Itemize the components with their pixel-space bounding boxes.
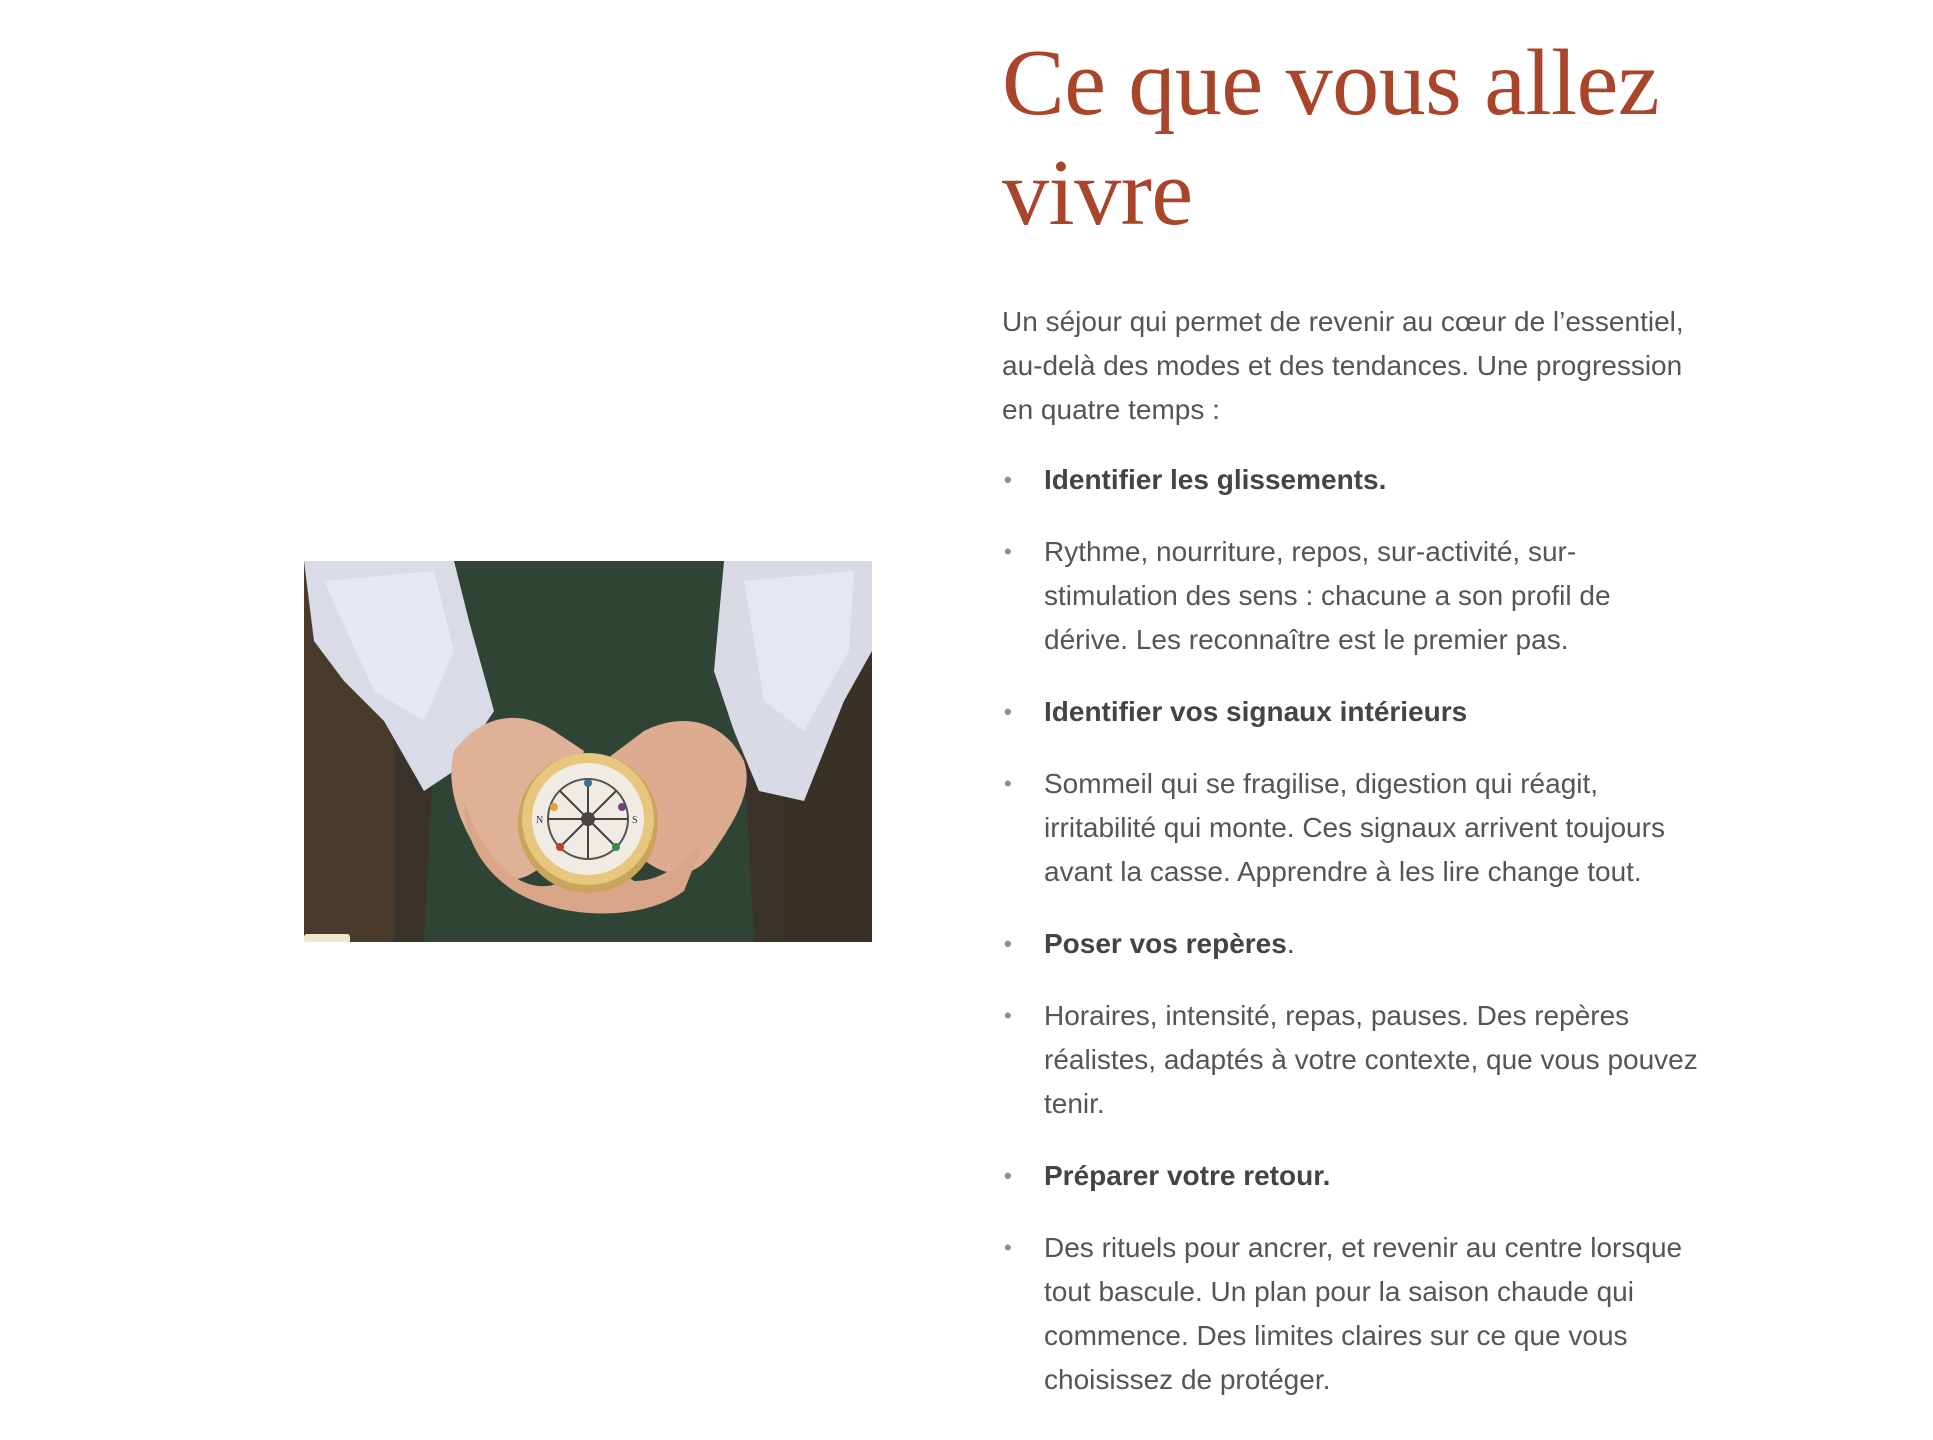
bullet-icon: • bbox=[1004, 931, 1012, 956]
list-item bbox=[1002, 994, 1702, 1126]
svg-text:S: S bbox=[632, 815, 638, 826]
bullet-icon: • bbox=[1004, 1163, 1012, 1188]
bullet-icon: • bbox=[1004, 1235, 1012, 1260]
bullet-icon: • bbox=[1004, 699, 1012, 724]
list-item-text: Horaires, intensité, repas, pauses. Des repères réalistes, adaptés à votre contexte, que vous pouvez tenir. bbox=[1044, 1000, 1698, 1119]
list-item-text: Rythme, nourriture, repos, sur-activité, sur-stimulation des sens : chacune a son profil de dérive. Les reconnaître est le premier pas. bbox=[1044, 536, 1611, 655]
list-item bbox=[1002, 458, 1702, 502]
list-item-text: Des rituels pour ancrer, et revenir au centre lorsque tout bascule. Un plan pour la saison chaude qui commence. Des limites claires sur ce que vous choisissez de protéger. bbox=[1044, 1232, 1683, 1395]
image-caption-tab bbox=[304, 934, 350, 942]
list-item bbox=[1002, 1226, 1702, 1402]
list-item bbox=[1002, 690, 1702, 734]
bullet-icon: • bbox=[1004, 771, 1012, 796]
steps-list bbox=[1002, 458, 1702, 1430]
list-item bbox=[1002, 762, 1702, 894]
list-item-suffix: . bbox=[1286, 928, 1295, 959]
bullet-icon: • bbox=[1004, 539, 1012, 564]
compass-in-hands-image bbox=[304, 561, 872, 942]
list-item-text: Poser vos repères bbox=[1044, 928, 1287, 959]
list-item bbox=[1002, 922, 1702, 966]
bullet-icon: • bbox=[1004, 1003, 1012, 1028]
list-item-text: Préparer votre retour. bbox=[1044, 1160, 1331, 1191]
svg-text:N: N bbox=[536, 815, 544, 826]
list-item-text: Identifier vos signaux intérieurs bbox=[1044, 696, 1468, 727]
list-item-text: Identifier les glissements. bbox=[1044, 464, 1387, 495]
list-item bbox=[1002, 530, 1702, 662]
list-item bbox=[1002, 1154, 1702, 1198]
bullet-icon: • bbox=[1004, 467, 1012, 492]
intro-paragraph: Un séjour qui permet de revenir au cœur de l’essentiel, au-delà des modes et des tendances. Une progression en quatre temps : bbox=[1002, 306, 1684, 425]
list-item-text: Sommeil qui se fragilise, digestion qui réagit, irritabilité qui monte. Ces signaux arrivent toujours avant la casse. Apprendre à les lire change tout. bbox=[1044, 768, 1665, 887]
section-title: Ce que vous allez vivre bbox=[1002, 31, 1660, 245]
